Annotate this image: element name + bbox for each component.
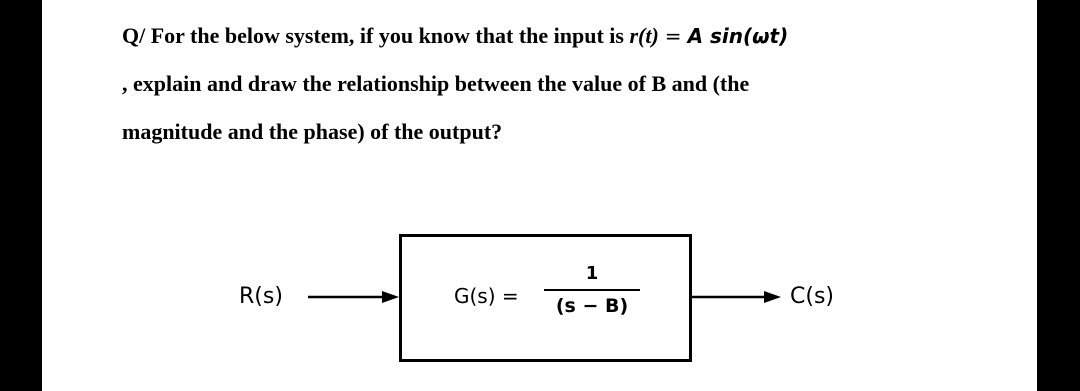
equals-sign: =: [664, 24, 682, 48]
transfer-fraction: [544, 262, 640, 318]
transfer-numerator: 1: [585, 263, 599, 284]
input-rhs: A sin(ωt): [687, 24, 789, 48]
input-arrowhead: [382, 291, 399, 303]
block-diagram: [42, 0, 1037, 391]
question-line-2: , explain and draw the relationship between the value of B and (the: [122, 71, 750, 96]
input-lhs: r(t): [629, 23, 659, 48]
fraction-bar: [544, 289, 640, 291]
output-arrowhead: [764, 291, 781, 303]
transfer-lhs: G(s) =: [454, 284, 519, 308]
output-signal-label: C(s): [790, 284, 834, 309]
input-signal-label: R(s): [239, 284, 283, 309]
transfer-denominator: (s − B): [555, 295, 629, 317]
question-line-3: magnitude and the phase) of the output?: [122, 119, 503, 144]
question-prefix: Q/ For the below system, if you know that the input is: [122, 23, 630, 48]
document-page: [42, 0, 1037, 391]
